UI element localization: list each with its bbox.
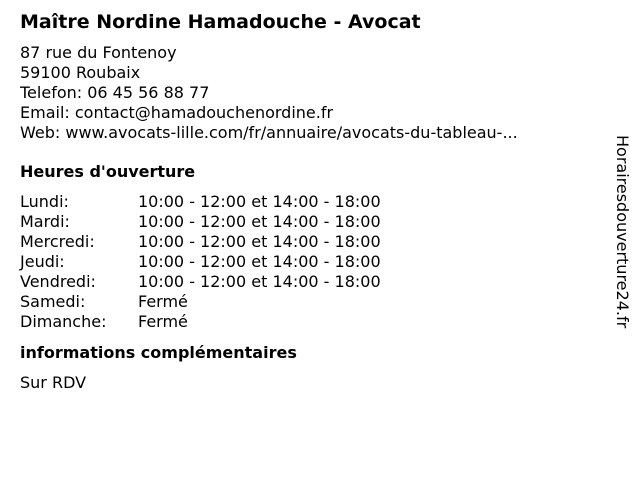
day-label: Dimanche: [20, 312, 107, 331]
time-value: Fermé [138, 312, 188, 331]
hours-table [20, 192, 600, 332]
hours-row-monday [20, 192, 600, 212]
time-value: 10:00 - 12:00 et 14:00 - 18:00 [138, 252, 381, 271]
day-label: Vendredi: [20, 272, 96, 291]
info-heading: informations complémentaires [20, 343, 297, 362]
day-label: Mardi: [20, 212, 70, 231]
hours-row-sunday [20, 312, 600, 332]
time-value: 10:00 - 12:00 et 14:00 - 18:00 [138, 192, 381, 211]
street-address: 87 rue du Fontenoy [20, 43, 177, 62]
city-address: 59100 Roubaix [20, 63, 141, 82]
phone-number: Telefon: 06 45 56 88 77 [20, 83, 210, 102]
hours-row-saturday [20, 292, 600, 312]
site-brand-label: Horairesdouverture24.fr [613, 135, 632, 329]
page-title: Maître Nordine Hamadouche - Avocat [20, 11, 421, 33]
time-value: Fermé [138, 292, 188, 311]
address-block [20, 43, 600, 143]
day-label: Jeudi: [20, 252, 65, 271]
hours-row-thursday [20, 252, 600, 272]
hours-heading: Heures d'ouverture [20, 162, 196, 181]
business-card [20, 10, 600, 393]
time-value: 10:00 - 12:00 et 14:00 - 18:00 [138, 232, 381, 251]
info-text: Sur RDV [20, 373, 87, 392]
day-label: Lundi: [20, 192, 69, 211]
time-value: 10:00 - 12:00 et 14:00 - 18:00 [138, 272, 381, 291]
website-link: Web: www.avocats-lille.com/fr/annuaire/avocats-du-tableau-... [20, 123, 518, 142]
hours-row-wednesday [20, 232, 600, 252]
day-label: Mercredi: [20, 232, 95, 251]
hours-row-tuesday [20, 212, 600, 232]
hours-row-friday [20, 272, 600, 292]
time-value: 10:00 - 12:00 et 14:00 - 18:00 [138, 212, 381, 231]
day-label: Samedi: [20, 292, 86, 311]
email-address: Email: contact@hamadouchenordine.fr [20, 103, 334, 122]
